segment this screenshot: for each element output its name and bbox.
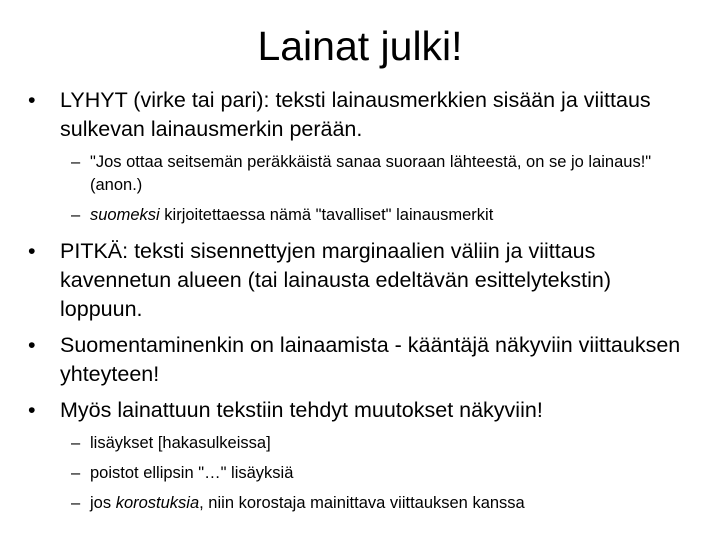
bullet-icon: • (28, 398, 36, 422)
bullet-text: PITKÄ: teksti sisennettyjen marginaalien väliin ja viittaus kavennetun alueen (tai lainausta edeltävän esittelytekstin) loppuun. (60, 239, 611, 321)
sub-item-text: kirjoitettaessa nämä "tavalliset" lainausmerkit (159, 206, 494, 224)
bullet-text: LYHYT (virke tai pari): teksti lainausmerkkien sisään ja viittaus sulkevan lainausmerkin perään. (60, 88, 651, 141)
bullet-item (28, 331, 688, 389)
sub-item (28, 204, 688, 227)
sub-item-italic: suomeksi (90, 206, 160, 224)
slide-title: Lainat julki! (257, 23, 463, 69)
sub-item (28, 462, 688, 485)
dash-icon: – (71, 206, 81, 224)
bullet-item (28, 86, 688, 144)
bullet-icon: • (28, 239, 36, 263)
sub-item-text: "Jos ottaa seitsemän peräkkäistä sanaa suoraan lähteestä, on se jo lainaus!" (anon.) (90, 153, 652, 194)
bullet-icon: • (28, 88, 36, 112)
sub-item (28, 492, 688, 515)
dash-icon: – (71, 434, 81, 452)
dash-icon: – (71, 464, 81, 482)
sub-item (28, 151, 688, 197)
bullet-item (28, 237, 688, 324)
dash-icon: – (71, 494, 81, 512)
bullet-text: Suomentaminenkin on lainaamista - kääntäjä näkyviin viittauksen yhteyteen! (60, 333, 681, 386)
bullet-text: Myös lainattuun tekstiin tehdyt muutokset näkyviin! (60, 398, 543, 422)
slide-content (28, 86, 688, 522)
dash-icon: – (71, 153, 81, 171)
sub-item-italic: korostuksia (115, 494, 200, 512)
sub-item-text: poistot ellipsin "…" lisäyksiä (90, 464, 294, 482)
sub-item-text: jos (90, 494, 116, 512)
sub-item-text: , niin korostaja mainittava viittauksen kanssa (199, 494, 525, 512)
sub-item-text: lisäykset [hakasulkeissa] (90, 434, 271, 452)
bullet-item (28, 396, 688, 425)
bullet-icon: • (28, 333, 36, 357)
sub-item (28, 432, 688, 455)
